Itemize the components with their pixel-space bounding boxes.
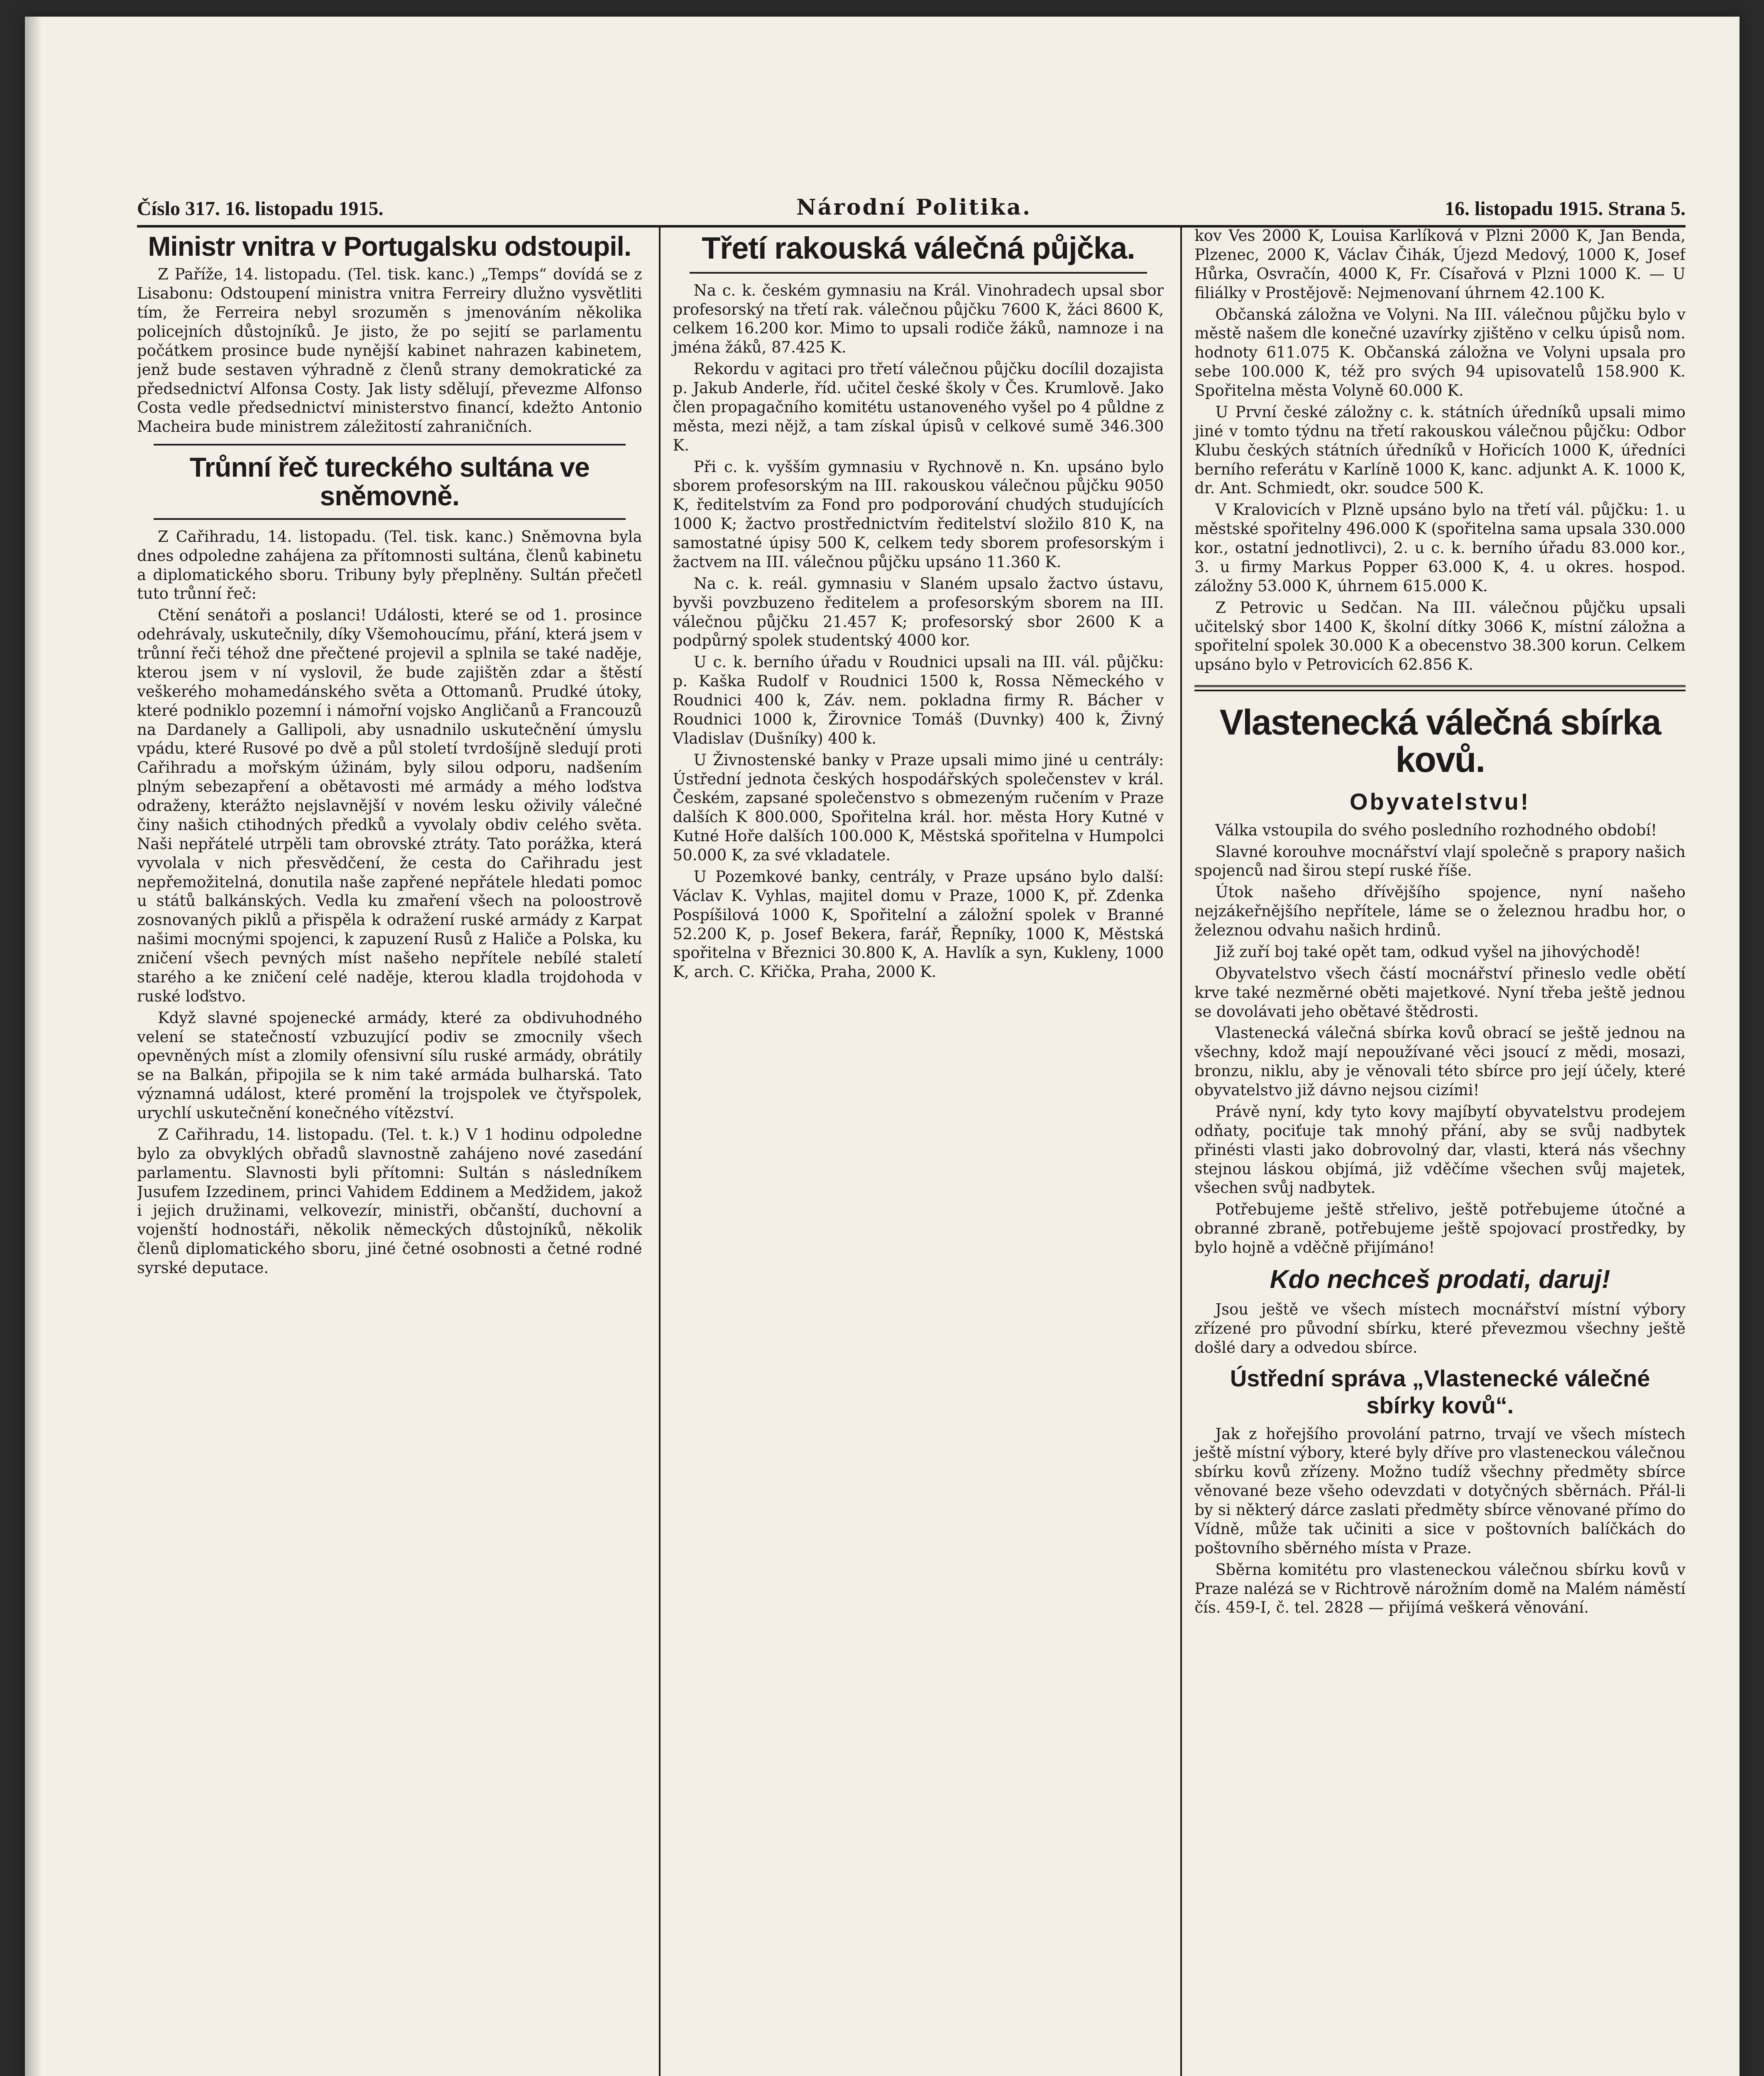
article-paragraph: Z Paříže, 14. listopadu. (Tel. tisk. kanc.) „Temps“ dovídá se z Lisabonu: Odstoupení ministra vnitra Ferreiry dlužno vysvětliti tím, že Ferreira nebyl srozuměn s jmenováním několika policejních důstojníků. Je jisto, že po sejití se parlamentu počátkem prosince bude nynější kabinet nahrazen kabinetem, jenž bude sestaven výhradně z členů strany demokratické za předsednictví Alfonsa Costy. Jak listy sdělují, převezme Alfonso Costa vedle předsednictví ministerstvo financí, kdežto Antonio Macheira bude ministrem záležitostí zahraničních.	[137, 265, 642, 436]
appeal-paragraph: Útok našeho dřívějšího spojence, nyní našeho nejzákeřnějšího nepřítele, láme se o železnou hradbu hor, o železnou odvahu našich hrdinů.	[1194, 883, 1686, 940]
appeal-paragraph: Válka vstoupila do svého posledního rozhodného období!	[1215, 821, 1657, 839]
article-paragraph: Občanská záložna ve Volyni. Na III. válečnou půjčku bylo v městě našem dle konečné uzavírky zjištěno v celku úpisů nom. hodnoty 611.075 K. Občanská záložna ve Volyni upsala pro sebe 100.000 K, též pro svých 94 upisovatelů 158.900 K. Spořitelna města Volyně 60.000 K.	[1194, 305, 1686, 399]
article-paragraph: U Pozemkové banky, centrály, v Praze upsáno bylo další: Václav K. Vyhlas, majitel domu v Praze, 1000 K, př. Zdenka Pospíšilová 1000 K, Spořitelní a záložní spolek v Branné 52.200 K, p. Josef Bekera, farář, Řepníky, 1000 K, Městská spořitelna v Březnici 30.800 K, A. Havlík a syn, Kukleny, 1000 K, arch. C. Křička, Praha, 2000 K.	[673, 867, 1164, 981]
newspaper-title: Národní Politika.	[796, 195, 1032, 220]
article-paragraph: U c. k. berního úřadu v Roudnici upsali na III. vál. půjčku: p. Kaška Rudolf v Roudnici 1500 k, Rossa Německého v Roudnici 400 k, Záv. nem. pokladna firmy R. Bácher v Roudnici 1000 k, Žirovnice Tomáš (Duvnky) 400 k, Živný Vladislav (Dušníky) 400 k.	[673, 653, 1164, 747]
column-3	[1180, 226, 1686, 2076]
article-paragraph: Z Petrovic u Sedčan. Na III. válečnou půjčku upsali učitelský sbor 1400 K, školní dítky 3066 K, místní záložna a spořitelní spolek 30.000 K a obecenstvo 38.300 korun. Celkem upsáno bylo v Petrovicích 62.856 K.	[1194, 598, 1686, 674]
appeal-paragraph: Jsou ještě ve všech místech mocnářství místní výbory zřízené pro původní sbírku, které převezmou všechny ještě došlé dary a odvedou sbírce.	[1194, 1300, 1686, 1356]
appeal-paragraph: Potřebujeme ještě střelivo, ještě potřebujeme útočné a obranné zbraně, potřebujeme ještě spojovací prostředky, by bylo hojně a vděčně přijímáno!	[1194, 1200, 1686, 1257]
section-divider	[1194, 685, 1686, 691]
column-1	[137, 226, 642, 2076]
article-title-sultan: Trůnní řeč tureckého sultána ve sněmovně.	[189, 452, 590, 512]
appeal-paragraph: Obyvatelstvo všech částí mocnářství přineslo vedle obětí krve také nezměrné oběti majetkové. Nyní třeba ještě jednou se dovolávati jeho obětavé štědrosti.	[1194, 964, 1686, 1021]
donate-heading: Kdo nechceš prodati, daruj!	[1270, 1265, 1610, 1294]
article-paragraph: U Živnostenské banky v Praze upsali mimo jiné u centrály: Ústřední jednota českých hospodářských společenstev v král. Českém, zapsané společenstvo s obmezeným ručením v Praze dalších K 800.000, Spořitelna král. hor. města Hory Kutné v Kutné Hoře dalších 100.000 K, Městská spořitelna v Humpolci 50.000 K, za své vkladatele.	[673, 751, 1164, 864]
article-paragraph: Na c. k. českém gymnasiu na Král. Vinohradech upsal sbor profesorský na třetí rak. válečnou půjčku 7600 K, žáci 8600 K, celkem 16.200 kor. Mimo to upsali rodiče žáků, namnoze i na jména žáků, 87.425 K.	[673, 281, 1164, 357]
appeal-paragraph: Sběrna komitétu pro vlasteneckou válečnou sbírku kovů v Praze nalézá se v Richtrově nárožním domě na Malém náměstí čís. 459-I, č. tel. 2828 — přijímá veškerá věnování.	[1194, 1560, 1686, 1617]
scan-shadow	[25, 17, 42, 2076]
article-paragraph: Z Cařihradu, 14. listopadu. (Tel. t. k.) V 1 hodinu odpoledne bylo za obvyklých obřadů slavnostně zahájeno nové zasedání parlamentu. Slavnosti byli přítomni: Sultán s následníkem Jusufem Izzedinem, princi Vahidem Eddinem a Medžidem, jakož i jejich družinami, velkovezír, ministři, občanští, duchovní a vojenští hodnostáři, několik německých důstojníků, několik členů diplomatického sboru, jiné četné osobnosti a četné rodné syrské deputace.	[137, 1125, 642, 1277]
page-number: 16. listopadu 1915. Strana 5.	[1444, 198, 1686, 220]
divider	[154, 518, 626, 520]
newspaper-page	[25, 17, 1740, 2076]
columns	[137, 226, 1686, 2076]
issue-number: Číslo 317. 16. listopadu 1915.	[137, 198, 384, 220]
appeal-paragraph: Vlastenecká válečná sbírka kovů obrací se ještě jednou na všechny, kdož mají nepoužívané věci jsoucí z mědi, mosazi, bronzu, niklu, aby je věnovali této sbírce pro její účely, které obyvatelstvo již dávno nejsou cizími!	[1194, 1024, 1686, 1099]
article-title-war-loan: Třetí rakouská válečná půjčka.	[702, 231, 1135, 265]
article-paragraph: V Kralovicích v Plzně upsáno bylo na třetí vál. půjčku: 1. u městské spořitelny 496.000 K (spořitelna sama upsala 330.000 kor., ostatní jednotlivci), 2. u c. k. berního úřadu 83.000 kor., 3. u firmy Markus Popper 63.000 K, 4. u okres. hospod. záložny 53.000 K, úhrnem 615.000 K.	[1194, 501, 1686, 595]
masthead	[137, 187, 1686, 228]
administration-heading: Ústřední správa „Vlastenecké válečné sbírky kovů“.	[1230, 1365, 1650, 1418]
appeal-heading: Obyvatelstvu!	[1349, 788, 1531, 815]
section-title-metal-collection: Vlastenecká válečná sbírka kovů.	[1219, 703, 1661, 780]
article-title-portugal: Ministr vnitra v Portugalsku odstoupil.	[148, 231, 631, 262]
article-paragraph: Na c. k. reál. gymnasiu v Slaném upsalo žactvo ústavu, byvši povzbuzeno ředitelem a profesorským sborem na III. válečnou půjčku 21.457 K; profesorský sbor 2600 K a podpůrný spolek studentský 4000 kor.	[673, 574, 1164, 650]
article-paragraph: Ctění senátoři a poslanci! Události, které se od 1. prosince odehrávaly, uskutečnily, díky Všemohoucímu, přání, která jsem v trůnní řeči téhož dne přečtené projevil a splnila se také naděje, kterou jsem v ní vyslovil, že bude zajištěn zdar a štěstí veškerého mohamedánského světa a Ottomanů. Prudké útoky, které podniklo pozemní i námořní vojsko Angličanů a Francouzů na Dardanely a Gallipoli, aby usnadnilo uskutečnění úmyslu vpádu, které Rusové po dvě a půl století tvrdošíjně sledují proti Cařihradu a mořským úžinám, byly silou odporu, nadšením plným sebezapření a obětavosti mé armády a mého loďstva odraženy, kterážto nejslavnější v novém lesku oživily válečné činy našich ctihodných předků a vyvolaly obdiv celého světa. Naši nepřátelé utrpěli tam obrovské ztráty. Tato porážka, která vyvolala v nich přesvědčení, že cesta do Cařihradu jest nepřemožitelná, donutila naše zapřené nepřátele hledati pomoc u států balkánských. Vedla ku zmaření všech na poloostrově zosnovaných piklů a přispěla k odražení ruské armády z Karpat našimi mocnými spojenci, k zapuzení Rusů z Haliče a Polska, ku zničení všech pevných míst našeho nepřítele nebílé staletí starého a ke zničení celé naděje, kterou kladla trojdohoda v ruské loďstvo.	[137, 606, 642, 1005]
appeal-paragraph: Právě nyní, kdy tyto kovy majíbytí obyvatelstvu prodejem odňaty, pociťuje tak mnohý přání, aby se svůj nadbytek přinésti vlasti jako dobrovolný dar, vlasti, která nás všechny stejnou láskou objímá, již vděčíme všechen svůj majetek, všechen svůj nadbytek.	[1194, 1102, 1686, 1197]
appeal-paragraph: Jak z hořejšího provolání patrno, trvají ve všech místech ještě místní výbory, které byly dříve pro vlasteneckou válečnou sbírku kovů zřízeny. Možno tudíž všechny předměty sbírce věnované beze všeho odevzdati v dotyčných sběrnách. Přál-li by si některý dárce zaslati předměty sbírce věnované přímo do Vídně, může tak učiniti a sice v poštovních balíčkách do poštovního sběrného místa v Praze.	[1194, 1425, 1686, 1557]
divider	[690, 272, 1147, 274]
article-paragraph: U První české záložny c. k. státních úředníků upsali mimo jiné v tomto týdnu na třetí rakouskou válečnou půjčku: Odbor Klubu českých státních úředníků v Hořicích 1000 K, úředníci berního referátu v Karlíně 1000 K, kanc. adjunkt A. K. 1000 K, dr. Ant. Schmiedt, okr. soudce 500 K.	[1194, 403, 1686, 497]
column-2	[659, 226, 1164, 2076]
article-paragraph: Z Cařihradu, 14. listopadu. (Tel. tisk. kanc.) Sněmovna byla dnes odpoledne zahájena za přítomnosti sultána, členů kabinetu a diplomatického sboru. Tribuny byly přeplněny. Sultán přečetl tuto trůnní řeč:	[137, 527, 642, 603]
article-paragraph: kov Ves 2000 K, Louisa Karlíková v Plzni 2000 K, Jan Benda, Plzenec, 2000 K, Václav Čihák, Újezd Medový, 1000 K, Josef Hůrka, Osvračín, 4000 K, Fr. Císařová v Plzni 1000 K. — U filiálky v Prostějově: Nejmenovaní úhrnem 42.100 K.	[1194, 227, 1686, 302]
article-paragraph: Rekordu v agitaci pro třetí válečnou půjčku docílil dozajista p. Jakub Anderle, říd. učitel české školy v Čes. Krumlově. Jako člen propagačního komitétu ustanoveného vyšel po 4 půldne z města, mezi nějž, a tam získal úpisů v celkové sumě 346.300 K.	[673, 360, 1164, 454]
divider	[154, 444, 626, 446]
article-paragraph: Při c. k. vyšším gymnasiu v Rychnově n. Kn. upsáno bylo sborem profesorským na III. rakouskou válečnou půjčku 9050 K, ředitelstvím za Fond pro podporování chudých studujících 1000 K; žactvo prostřednictvím ředitelství složilo 810 K, na samostatné úpisy 500 K, celkem tedy sborem profesorským i žactvem na III. válečnou půjčku upsáno 11.360 K.	[673, 458, 1164, 571]
appeal-paragraph: Již zuří boj také opět tam, odkud vyšel na jihovýchodě!	[1215, 943, 1641, 961]
article-paragraph: Když slavné spojenecké armády, které za obdivuhodného velení se statečností vzbuzující podiv se zmocnily všech opevněných míst a zlomily ofensivní sílu ruské armády, obrátily se na Balkán, připojila se k nim také armáda bulharská. Tato významná událost, které promění la trojspolek ve čtyřspolek, urychlí uskutečnění konečného vítězství.	[137, 1009, 642, 1122]
appeal-paragraph: Slavné korouhve mocnářství vlají společně s prapory našich spojenců nad širou stepí ruské říše.	[1194, 842, 1686, 880]
